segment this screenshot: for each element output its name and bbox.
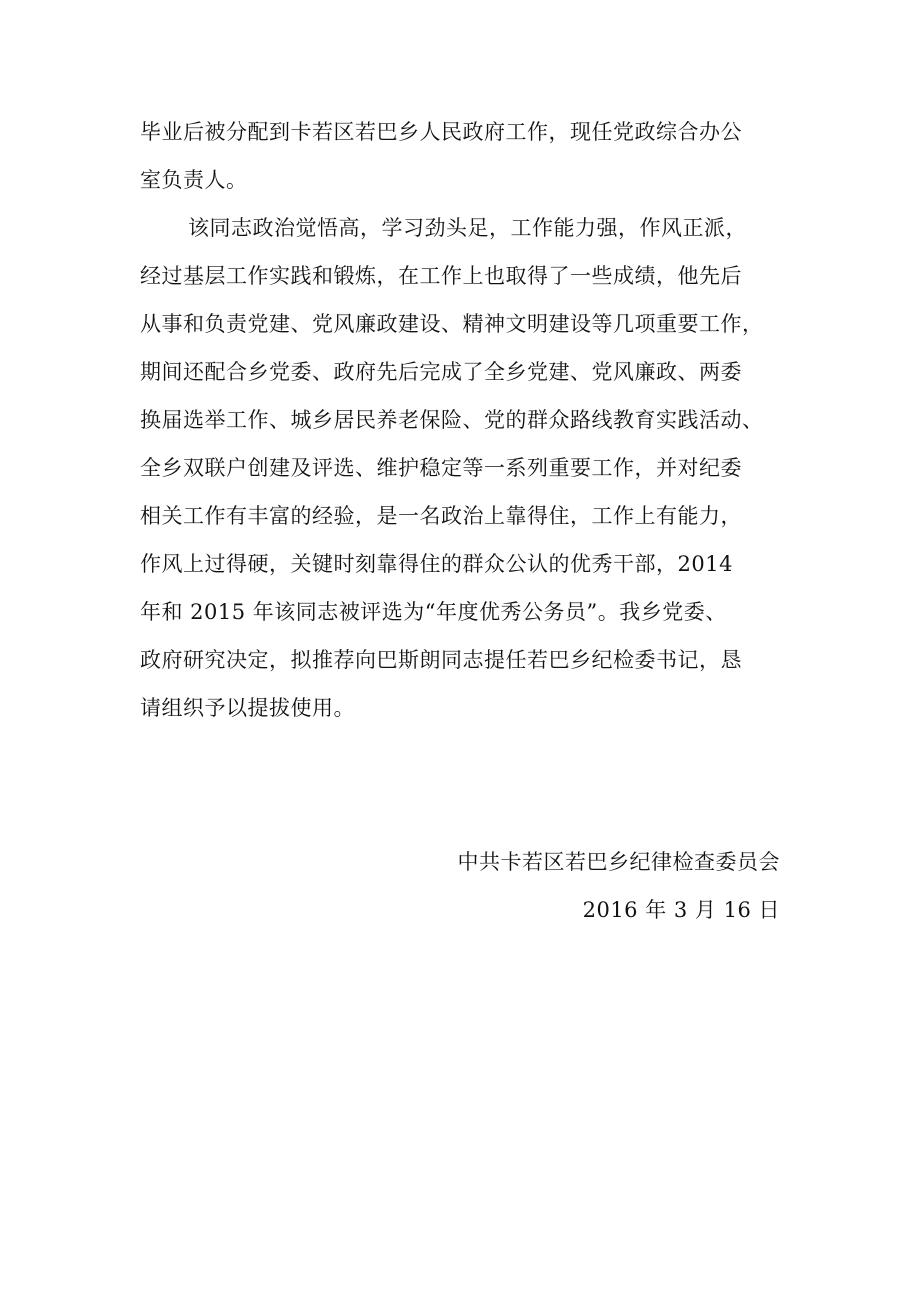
paragraph-line: 请组织予以提拔使用。: [140, 696, 355, 720]
letter-body: [140, 108, 785, 732]
paragraph-line: 毕业后被分配到卡若区若巴乡人民政府工作，现任党政综合办公: [140, 120, 742, 144]
signature-organization: 中共卡若区若巴乡纪律检查委员会: [457, 850, 780, 874]
paragraph-line: 经过基层工作实践和锻炼，在工作上也取得了一些成绩，他先后: [140, 264, 742, 288]
paragraph-1: [140, 108, 785, 204]
paragraph-line: 从事和负责党建、党风廉政建设、精神文明建设等几项重要工作，: [140, 312, 764, 336]
paragraph-line: 全乡双联户创建及评选、维护稳定等一系列重要工作，并对纪委: [140, 456, 742, 480]
paragraph-line: 相关工作有丰富的经验，是一名政治上靠得住，工作上有能力，: [140, 504, 742, 528]
paragraph-2: [140, 204, 785, 732]
paragraph-line: 政府研究决定，拟推荐向巴斯朗同志提任若巴乡纪检委书记，恳: [140, 648, 742, 672]
paragraph-line: 该同志政治觉悟高，学习劲头足，工作能力强，作风正派，: [188, 216, 747, 240]
paragraph-line: 换届选举工作、城乡居民养老保险、党的群众路线教育实践活动、: [140, 408, 764, 432]
paragraph-line: 年和 2015 年该同志被评选为“年度优秀公务员”。我乡党委、: [140, 600, 727, 624]
signature-date: 2016 年 3 月 16 日: [582, 898, 780, 922]
paragraph-line: 室负责人。: [140, 168, 248, 192]
paragraph-line: 期间还配合乡党委、政府先后完成了全乡党建、党风廉政、两委: [140, 360, 742, 384]
paragraph-line: 作风上过得硬，关键时刻靠得住的群众公认的优秀干部，2014: [140, 552, 733, 576]
